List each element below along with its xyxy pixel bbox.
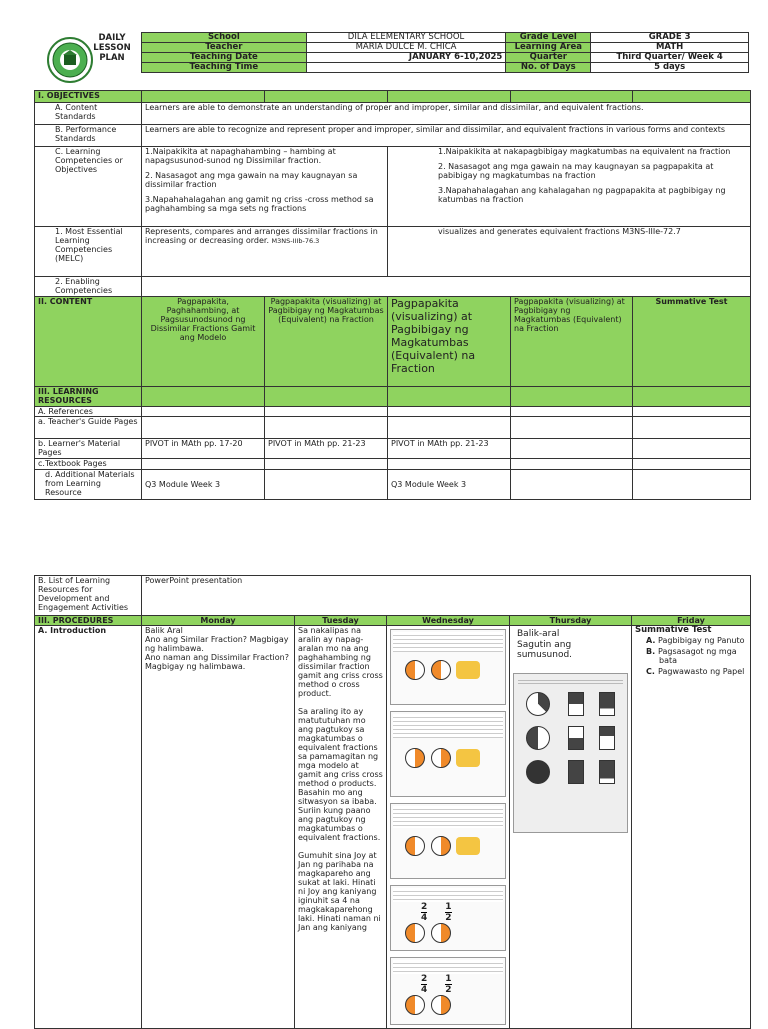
day-thursday: Thursday	[510, 616, 632, 626]
wednesday-lesson-image-5: 2 4 1 2	[390, 957, 506, 1025]
enabling-label: 2. Enabling Competencies	[35, 277, 142, 297]
procedures-heading: III. PROCEDURES	[35, 616, 142, 626]
performance-standards-text: Learners are able to recognize and represent proper and improper, similar and dissimilar, and equivalent fractions in various forms and contexts	[142, 125, 751, 147]
wednesday-lesson-image-3	[390, 803, 506, 879]
day-friday: Friday	[632, 616, 751, 626]
teachers-guide-label: a. Teacher's Guide Pages	[35, 417, 142, 439]
school-label: School	[142, 33, 307, 43]
list-resources-label: B. List of Learning Resources for Development and Engagement Activities	[35, 576, 142, 616]
content-standards-label: A. Content Standards	[35, 103, 142, 125]
wednesday-lesson-image-4: 2 4 1 2	[390, 885, 506, 951]
lm-tuesday: PIVOT in MAth pp. 21-23	[265, 439, 388, 459]
day-monday: Monday	[142, 616, 295, 626]
additional-materials-label: d. Additional Materials from Learning Resource	[35, 470, 142, 500]
date-label: Teaching Date	[142, 53, 307, 63]
learners-material-label: b. Learner's Material Pages	[35, 439, 142, 459]
seal-icon	[49, 39, 91, 81]
lesson-plan-table	[34, 90, 751, 500]
area-label: Learning Area	[506, 43, 591, 53]
wednesday-intro	[387, 626, 510, 1029]
quarter-value: Third Quarter/ Week 4	[591, 53, 749, 63]
grade-value: GRADE 3	[591, 33, 749, 43]
add-monday: Q3 Module Week 3	[142, 470, 265, 500]
thursday-worksheet-image	[513, 673, 628, 833]
date-value: JANUARY 6-10,2025	[306, 53, 506, 63]
list-resources-value: PowerPoint presentation	[142, 576, 751, 616]
teacher-label: Teacher	[142, 43, 307, 53]
summative-steps	[645, 636, 747, 676]
summative-step: C. Pagwawasto ng Papel	[646, 666, 745, 676]
thursday-intro: Balik-aral Sagutin ang sumusunod.	[510, 626, 632, 1029]
wednesday-lesson-image-1	[390, 629, 506, 705]
time-label: Teaching Time	[142, 63, 307, 73]
summative-step: B. Pagsasagot ng mga bata	[646, 646, 737, 665]
daily-lesson-plan-title: DAILY LESSON PLAN	[93, 33, 131, 63]
resources-heading: III. LEARNING RESOURCES	[35, 387, 142, 407]
content-standards-text: Learners are able to demonstrate an understanding of proper and improper, similar and dissimilar, and equivalent fractions.	[142, 103, 751, 125]
grade-label: Grade Level	[506, 33, 591, 43]
days-label: No. of Days	[506, 63, 591, 73]
lm-wednesday: PIVOT in MAth pp. 21-23	[388, 439, 511, 459]
content-heading: II. CONTENT	[35, 297, 142, 387]
quarter-label: Quarter	[506, 53, 591, 63]
wednesday-lesson-image-2	[390, 711, 506, 797]
content-tuesday: Pagpapakita (visualizing) at Pagbibigay ng Magkatumbas (Equivalent) na Fraction	[265, 297, 388, 387]
references-label: A. References	[35, 407, 142, 417]
header-table	[141, 32, 749, 73]
school-logo	[47, 37, 93, 83]
objectives-heading: I. OBJECTIVES	[35, 91, 142, 103]
melc-left: Represents, compares and arranges dissimilar fractions in increasing or decreasing order. M3NS-IIIb-76.3	[142, 227, 388, 277]
add-wednesday: Q3 Module Week 3	[388, 470, 511, 500]
days-value: 5 days	[591, 63, 749, 73]
performance-standards-label: B. Performance Standards	[35, 125, 142, 147]
textbook-label: c.Textbook Pages	[35, 459, 142, 470]
content-thursday: Pagpapakita (visualizing) at Pagbibigay ng Magkatumbas (Equivalent) na Fraction	[511, 297, 633, 387]
day-tuesday: Tuesday	[295, 616, 387, 626]
friday-intro	[632, 626, 751, 1029]
teacher-value: MARIA DULCE M. CHICA	[306, 43, 506, 53]
monday-intro: Balik Aral Ano ang Similar Fraction? Magbigay ng halimbawa. Ano naman ang Dissimilar Fraction? Magbigay ng halimbawa.	[142, 626, 295, 1029]
tuesday-intro: Sa nakalipas na aralin ay napag-aralan mo na ang paghahambing ng dissimilar fraction gamit ang criss cross method o cross product. Sa araling ito ay matututuhan mo ang pagtukoy sa magkatumbas o equivalent fractions sa pamamagitan ng mga modelo at gamit ang criss cross method o products. Basahin mo ang sitwasyon sa ibaba. Suriin kung paano ang pagtukoy ng magkatumbas o equivalent fractions. Gumuhit sina Joy at Jan ng parihaba na magkapareho ang sukat at laki. Hinati ni Joy ang kaniyang iginuhit sa 4 na magkakaparehong laki. Hinati naman ni Jan ang kaniyang	[295, 626, 387, 1029]
introduction-label: A. Introduction	[35, 626, 142, 1029]
competencies-left: 1.Naipakikita at napaghahambing – hambing at napagsusunod-sunod ng Dissimilar fraction. 2. Nasasagot ang mga gawain na may kaugnayan sa dissimilar fraction 3.Napahahalagahan ang gamit ng criss -cross method sa paghahambing sa mga sets ng fractions	[142, 147, 388, 227]
melc-right: visualizes and generates equivalent fractions M3NS-IIIe-72.7	[388, 227, 751, 277]
content-friday: Summative Test	[633, 297, 751, 387]
competencies-label: C. Learning Competencies or Objectives	[35, 147, 142, 227]
summative-title: Summative Test	[635, 625, 712, 635]
melc-label: 1. Most Essential Learning Competencies (MELC)	[35, 227, 142, 277]
competencies-right: 1.Naipakikita at nakapagbibigay magkatumbas na equivalent na fraction 2. Nasasagot ang mga gawain na may kaugnayan sa pagpapakita at pabibigay ng magkatumbas na fraction 3.Napahahalagahan ang kahalagahan ng pagpapakita at pagbibigay ng katumbas na fraction	[388, 147, 751, 227]
summative-step: A. Pagbibigay ng Panuto	[646, 636, 745, 645]
time-value	[306, 63, 506, 73]
content-monday: Pagpapakita, Paghahambing, at Pagsusunodsunod ng Dissimilar Fractions Gamit ang Modelo	[142, 297, 265, 387]
day-wednesday: Wednesday	[387, 616, 510, 626]
area-value: MATH	[591, 43, 749, 53]
content-wednesday: Pagpapakita (visualizing) at Pagbibigay ng Magkatumbas (Equivalent) na Fraction	[388, 297, 511, 387]
procedures-table	[34, 575, 751, 1029]
lm-monday: PIVOT in MAth pp. 17-20	[142, 439, 265, 459]
school-value: DILA ELEMENTARY SCHOOL	[306, 33, 506, 43]
